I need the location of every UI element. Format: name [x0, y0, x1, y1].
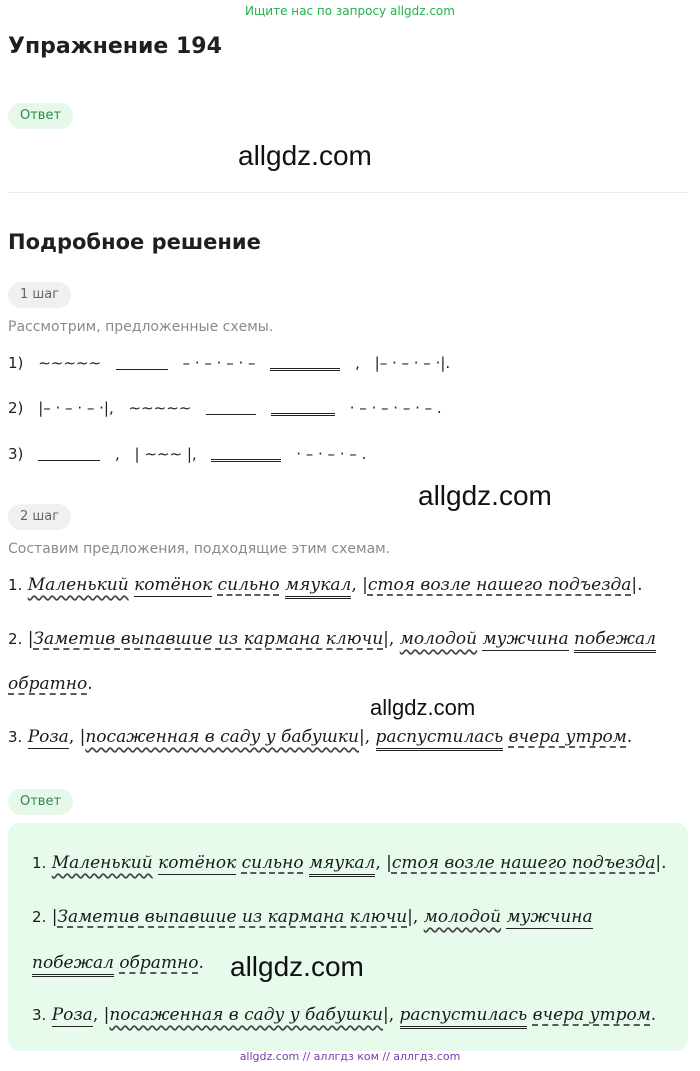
answer-badge: Ответ	[8, 789, 73, 815]
watermark: allgdz.com	[238, 140, 372, 171]
answer-sentence-3: 3. Роза, |посаженная в саду у бабушки|, распустилась вчера утром.	[32, 1005, 656, 1025]
divider	[8, 192, 688, 193]
watermark: allgdz.com	[230, 951, 364, 982]
step-badge-2: 2 шаг	[8, 504, 71, 530]
answer-sentence-2-continuation: побежал обратно.	[32, 953, 204, 973]
answer-badge: Ответ	[8, 103, 73, 129]
answer-sentence-1: 1. Маленький котёнок сильно мяукал, |стоя возле нашего подъезда|.	[32, 853, 667, 873]
sentence-3: 3. Роза, |посаженная в саду у бабушки|, распустилась вчера утром.	[8, 727, 632, 747]
scheme-3: 3) , | ∼∼∼ |, · – · – · – .	[8, 445, 367, 463]
sentence-1: 1. Маленький котёнок сильно мяукал, |стоя возле нашего подъезда|.	[8, 575, 643, 595]
solution-title: Подробное решение	[8, 230, 261, 254]
answer-box	[8, 823, 688, 1051]
step-caption-2: Составим предложения, подходящие этим схемам.	[8, 541, 391, 557]
footer-links[interactable]: allgdz.com // аллгдз ком // аллгдз.com	[239, 1050, 461, 1063]
sentence-2: 2. |Заметив выпавшие из кармана ключи|, молодой мужчина побежал	[8, 629, 656, 649]
watermark: allgdz.com	[370, 695, 476, 720]
sentence-2-continuation: обратно.	[8, 674, 93, 694]
scheme-2: 2) |– · – · – ·|, ∼∼∼∼∼ · – · – · – · – .	[8, 399, 442, 417]
step-caption-1: Рассмотрим, предложенные схемы.	[8, 319, 274, 335]
top-banner[interactable]: Ищите нас по запросу allgdz.com	[245, 4, 455, 18]
watermark: allgdz.com	[418, 480, 552, 511]
answer-sentence-2: 2. |Заметив выпавшие из кармана ключи|, молодой мужчина	[32, 907, 593, 927]
scheme-1: 1) ∼∼∼∼∼ – · – · – · – , |– · – · – ·|.	[8, 354, 451, 372]
step-badge-1: 1 шаг	[8, 282, 71, 308]
page-title: Упражнение 194	[8, 34, 222, 59]
